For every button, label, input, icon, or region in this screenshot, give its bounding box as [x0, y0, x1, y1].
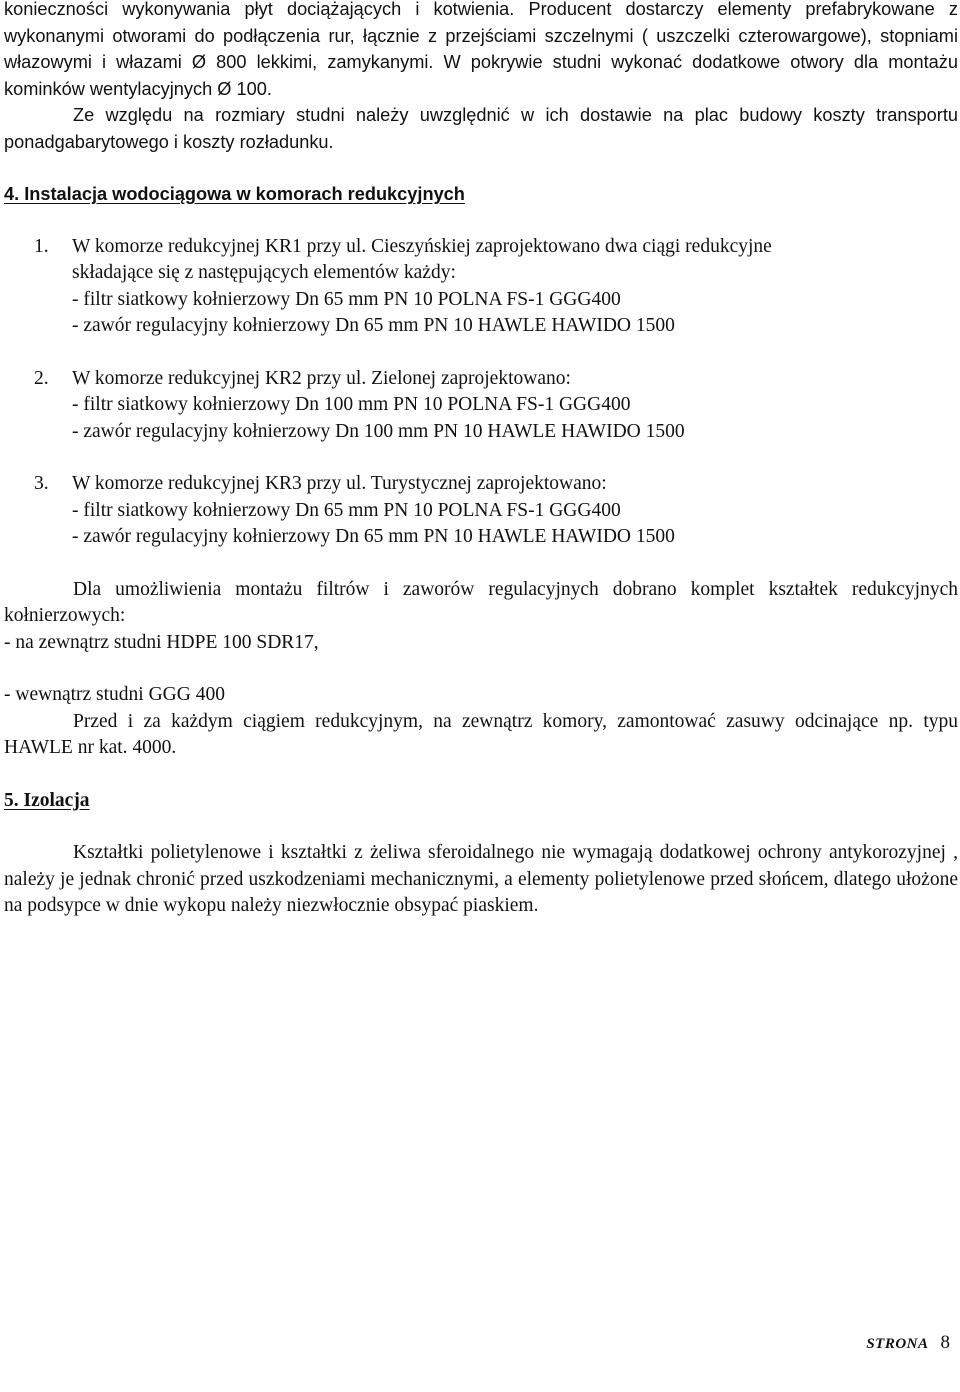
item-number: 3. [34, 473, 49, 494]
item-line: składające się z następujących elementów każdy: [72, 262, 456, 283]
item-number: 2. [34, 367, 49, 389]
section-4-heading: 4. Instalacja wodociągowa w komorach redukcyjnych [4, 184, 465, 204]
chamber-item-kr2 [4, 366, 958, 446]
page-number: 8 [940, 1332, 950, 1353]
item-line: W komorze redukcyjnej KR2 przy ul. Zielonej zaprojektowano: [72, 367, 571, 389]
item-line: - zawór regulacyjny kołnierzowy Dn 100 mm PN 10 HAWLE HAWIDO 1500 [72, 420, 685, 442]
fittings-inside-line: - wewnątrz studni GGG 400 [4, 684, 225, 705]
footer-label: STRONA [866, 1336, 929, 1352]
fittings-paragraph: Dla umożliwienia montażu filtrów i zaworów regulacyjnych dobrano komplet kształtek redukcyjnych kołnierzowych: [4, 578, 958, 626]
document-page [4, 0, 958, 920]
item-number: 1. [34, 235, 49, 257]
page-footer [866, 1330, 950, 1358]
intro-paragraph-2: Ze względu na rozmiary studni należy uwzględnić w ich dostawie na plac budowy koszty transportu ponadgabarytowego i koszty rozładunku. [4, 105, 958, 152]
section-5-heading: 5. Izolacja [4, 789, 90, 811]
item-line: W komorze redukcyjnej KR1 przy ul. Cieszyńskiej zaprojektowano dwa ciągi redukcyjne [72, 235, 772, 257]
item-line: - filtr siatkowy kołnierzowy Dn 100 mm PN 10 POLNA FS-1 GGG400 [72, 394, 631, 415]
fittings-outside-line: - na zewnątrz studni HDPE 100 SDR17, [4, 631, 319, 653]
chamber-item-kr3 [4, 471, 958, 551]
item-line: - filtr siatkowy kołnierzowy Dn 65 mm PN 10 POLNA FS-1 GGG400 [72, 288, 621, 310]
intro-paragraph-1: konieczności wykonywania płyt dociążających i kotwienia. Producent dostarczy elementy prefabrykowane z wykonanymi otworami do podłączenia rur, łącznie z przejściami szczelnymi ( uszczelki czterowargowe), stopniami włazowymi i włazami Ø 800 lekkimi, zamykanymi. W pokrywie studni wykonać dodatkowe otwory dla montażu kominków wentylacyjnych Ø 100. [4, 0, 958, 99]
item-line: - zawór regulacyjny kołnierzowy Dn 65 mm PN 10 HAWLE HAWIDO 1500 [72, 315, 675, 336]
item-line: - zawór regulacyjny kołnierzowy Dn 65 mm PN 10 HAWLE HAWIDO 1500 [72, 526, 675, 547]
item-line: W komorze redukcyjnej KR3 przy ul. Turystycznej zaprojektowano: [72, 473, 607, 494]
item-line: - filtr siatkowy kołnierzowy Dn 65 mm PN 10 POLNA FS-1 GGG400 [72, 499, 621, 521]
shutoff-valves-paragraph: Przed i za każdym ciągiem redukcyjnym, na zewnątrz komory, zamontować zasuwy odcinające np. typu HAWLE nr kat. 4000. [4, 710, 958, 758]
insulation-paragraph: Kształtki polietylenowe i kształtki z żeliwa sferoidalnego nie wymagają dodatkowej ochrony antykorozyjnej , należy je jednak chronić przed uszkodzeniami mechanicznymi, a elementy polietylenowe przed słońcem, dlatego ułożone na podsypce w dnie wykopu należy niezwłocznie obsypać piaskiem. [4, 842, 958, 916]
chamber-item-kr1 [4, 234, 958, 340]
